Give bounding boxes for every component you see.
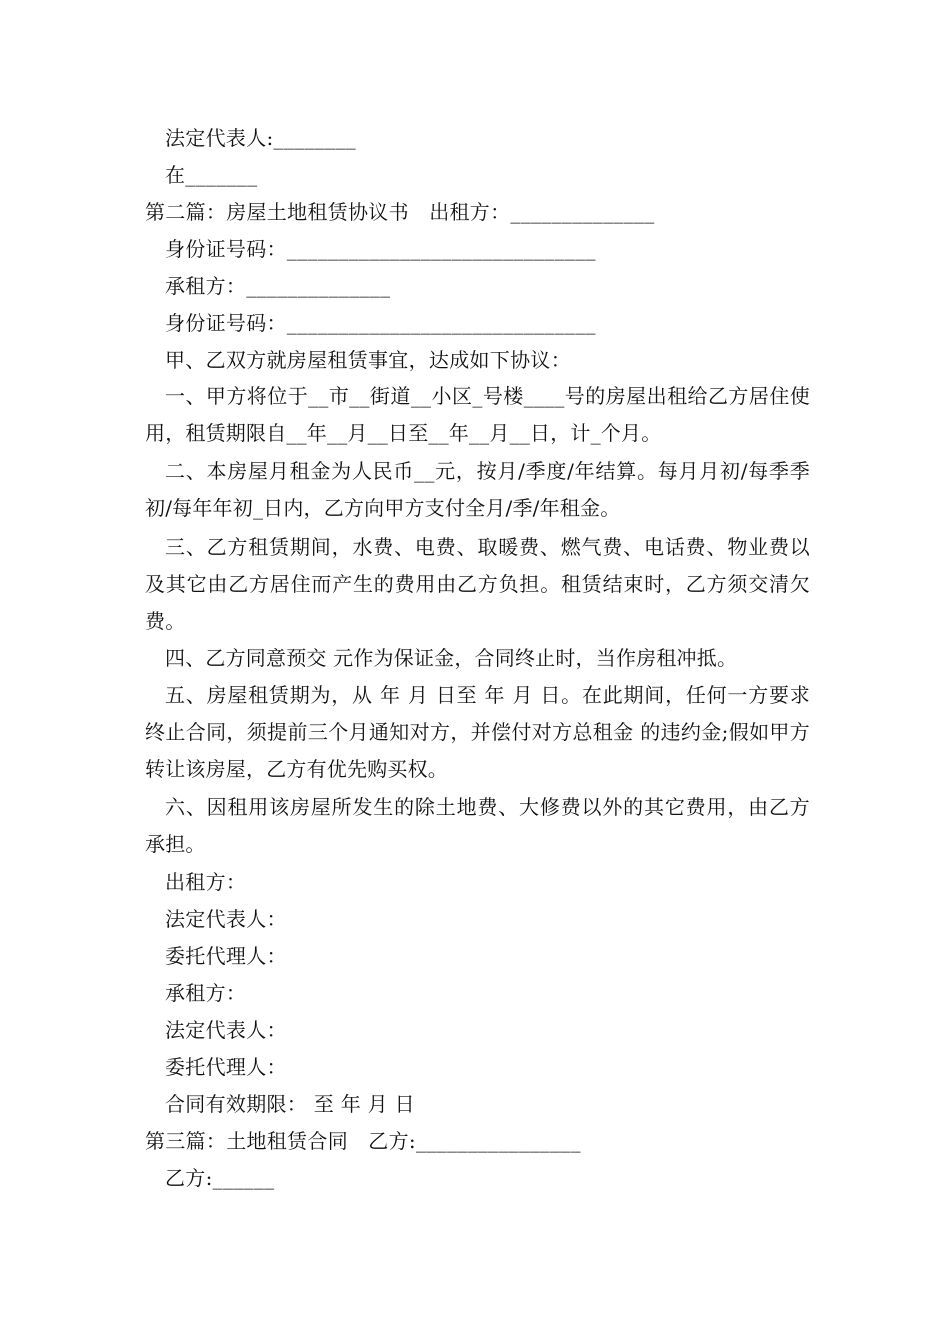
section-three-heading: 第三篇：土地租赁合同 乙方:________________ — [145, 1129, 581, 1153]
sig-lessee-representative: 法定代表人： — [165, 1018, 287, 1042]
clause-4: 四、乙方同意预交 元作为保证金，合同终止时，当作房租冲抵。 — [165, 646, 738, 670]
sig-lessor-agent: 委托代理人： — [165, 944, 287, 968]
sig-lessor-representative: 法定代表人： — [165, 907, 287, 931]
section-two-heading: 第二篇：房屋土地租赁协议书 出租方：______________ — [145, 200, 655, 224]
agreement-intro: 甲、乙双方就房屋租赁事宜，达成如下协议： — [165, 348, 571, 372]
party-b-line: 乙方:______ — [165, 1166, 275, 1190]
sig-lessee-agent: 委托代理人： — [165, 1055, 287, 1079]
clause-5: 五、房屋租赁期为，从 年 月 日至 年 月 日。在此期间，任何一方要求终止合同，须提前三个月通知对方，并偿付对方总租金 的违约金;假如甲方转让该房屋，乙方有优先购买权。 — [145, 683, 810, 781]
sig-lessor: 出租方： — [165, 870, 247, 894]
clause-1: 一、甲方将位于__市__街道__小区_号楼____号的房屋出租给乙方居住使用，租赁期限自__年__月__日至__年__月__日，计_个月。 — [145, 384, 810, 445]
lessee-line: 承租方：______________ — [165, 274, 391, 298]
contract-validity-line: 合同有效期限： 至 年 月 日 — [165, 1092, 415, 1116]
clause-3: 三、乙方租赁期间，水费、电费、取暖费、燃气费、电话费、物业费以及其它由乙方居住而产生的费用由乙方负担。租赁结束时，乙方须交清欠费。 — [145, 535, 810, 633]
legal-representative-line: 法定代表人:________ — [165, 126, 356, 150]
clause-6: 六、因租用该房屋所发生的除土地费、大修费以外的其它费用，由乙方承担。 — [145, 795, 810, 856]
sig-lessee: 承租方： — [165, 981, 247, 1005]
lessor-id-line: 身份证号码：______________________________ — [165, 237, 596, 261]
lessee-id-line: 身份证号码：______________________________ — [165, 311, 596, 335]
clause-2: 二、本房屋月租金为人民币__元，按月/季度/年结算。每月月初/每季季初/每年年初_日内，乙方向甲方支付全月/季/年租金。 — [145, 459, 810, 520]
location-line: 在_______ — [165, 163, 258, 187]
